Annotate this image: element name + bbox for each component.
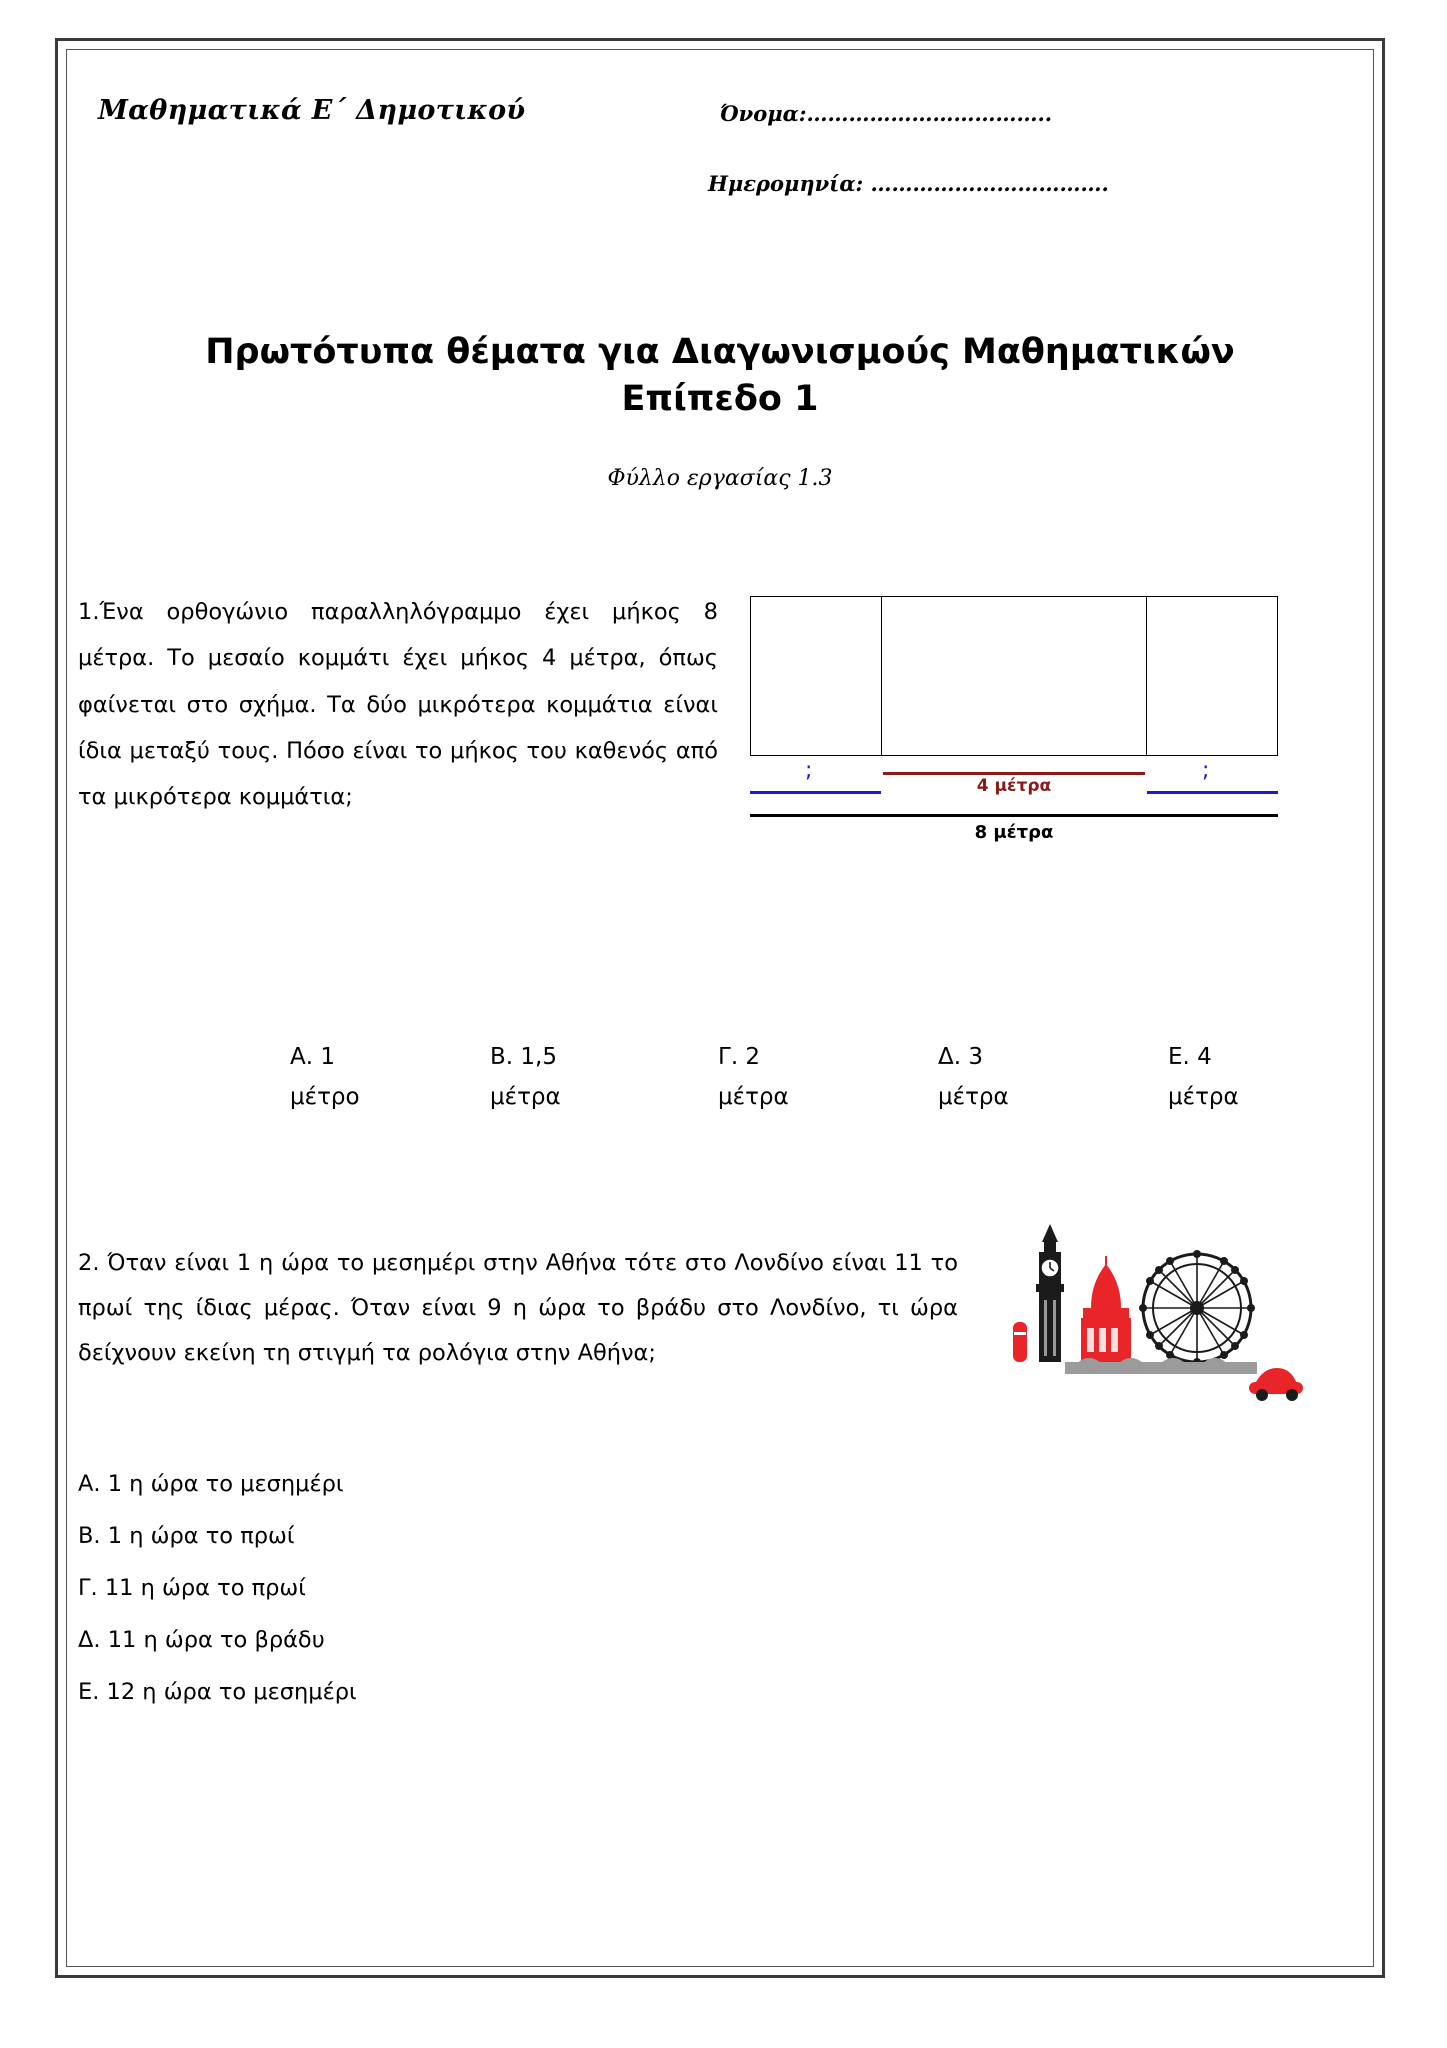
page-title-line1: Πρωτότυπα θέματα για Διαγωνισμούς Μαθηματικών <box>205 332 1235 372</box>
q1-option-b[interactable] <box>490 1037 561 1118</box>
london-skyline-illustration <box>1003 1216 1313 1436</box>
q1-option-c-unit: μέτρα <box>718 1084 789 1111</box>
question-1-figure <box>750 586 1290 843</box>
worksheet-subtitle: Φύλλο εργασίας 1.3 <box>607 466 833 491</box>
right-measure-line <box>1147 791 1278 794</box>
rectangle-divider-left <box>881 596 882 756</box>
q1-option-a-unit: μέτρο <box>290 1084 360 1111</box>
q1-option-b-unit: μέτρα <box>490 1084 561 1111</box>
q2-option-e[interactable]: Ε. 12 η ώρα το μεσημέρι <box>78 1679 357 1705</box>
q1-option-a[interactable] <box>290 1037 360 1118</box>
q1-option-e-label: Ε. 4 <box>1168 1044 1212 1070</box>
q2-option-c[interactable]: Γ. 11 η ώρα το πρωί <box>78 1575 306 1601</box>
q2-option-b[interactable]: Β. 1 η ώρα το πρωί <box>78 1523 295 1549</box>
q1-option-d-unit: μέτρα <box>938 1084 1009 1111</box>
middle-measure-line <box>883 772 1145 775</box>
q1-option-e[interactable] <box>1168 1037 1239 1118</box>
question-1-text: 1.Ένα ορθογώνιο παραλληλόγραμμο έχει μήκος 8 μέτρα. Το μεσαίο κομμάτι έχει μήκος 4 μέτρα, όπως φαίνεται στο σχήμα. Τα δύο μικρότερα κομμάτια είναι ίδια μεταξύ τους. Πόσο είναι το μήκος του καθενός από τα μικρότερα κομμάτια; <box>78 599 718 811</box>
rectangle-divider-right <box>1146 596 1147 756</box>
q2-option-d[interactable]: Δ. 11 η ώρα το βράδυ <box>78 1627 325 1653</box>
q2-option-a[interactable]: Α. 1 η ώρα το μεσημέρι <box>78 1471 344 1497</box>
question-2-options <box>78 1471 978 1731</box>
big-ben-icon <box>1036 1224 1064 1362</box>
question-1-options <box>78 1037 1362 1147</box>
q1-option-c[interactable] <box>718 1037 789 1118</box>
page-title-line2: Επίπεδο 1 <box>621 379 819 420</box>
q1-option-d[interactable] <box>938 1037 1009 1118</box>
worksheet-page <box>55 38 1385 1978</box>
question-2-text: 2. Όταν είναι 1 η ώρα το μεσημέρι στην Αθήνα τότε στο Λονδίνο είναι 11 το πρωί της ίδιας μέρας. Όταν είναι 9 η ώρα το βράδυ στο Λονδίνο, τι ώρα δείχνουν εκείνη τη στιγμή τα ρολόγια στην Αθήνα; <box>78 1250 958 1366</box>
cathedral-icon <box>1081 1256 1131 1362</box>
car-icon <box>1249 1368 1303 1401</box>
total-measure-line <box>750 814 1278 817</box>
q1-option-e-unit: μέτρα <box>1168 1084 1239 1111</box>
unknown-left-label: ; <box>805 758 813 783</box>
unknown-right-label: ; <box>1202 758 1210 783</box>
date-field[interactable]: Ημερομηνία: ……………………………. <box>708 171 1109 196</box>
page-title <box>118 329 1322 424</box>
post-box-icon <box>1013 1322 1027 1362</box>
document-header <box>80 69 1360 209</box>
q1-option-b-label: Β. 1,5 <box>490 1044 557 1070</box>
q1-option-d-label: Δ. 3 <box>938 1044 983 1070</box>
total-length-label: 8 μέτρα <box>974 822 1054 843</box>
bridge-icon <box>1065 1358 1257 1374</box>
q1-option-c-label: Γ. 2 <box>718 1044 761 1070</box>
left-measure-line <box>750 791 881 794</box>
london-eye-icon <box>1139 1250 1255 1366</box>
rectangle-outline <box>750 596 1278 756</box>
student-name-field[interactable]: Όνομα:…………………………….. <box>720 101 1053 126</box>
course-title: Μαθηματικά Ε΄ Δημοτικού <box>98 95 526 126</box>
q1-option-a-label: Α. 1 <box>290 1044 335 1070</box>
middle-length-label: 4 μέτρα <box>976 776 1052 796</box>
